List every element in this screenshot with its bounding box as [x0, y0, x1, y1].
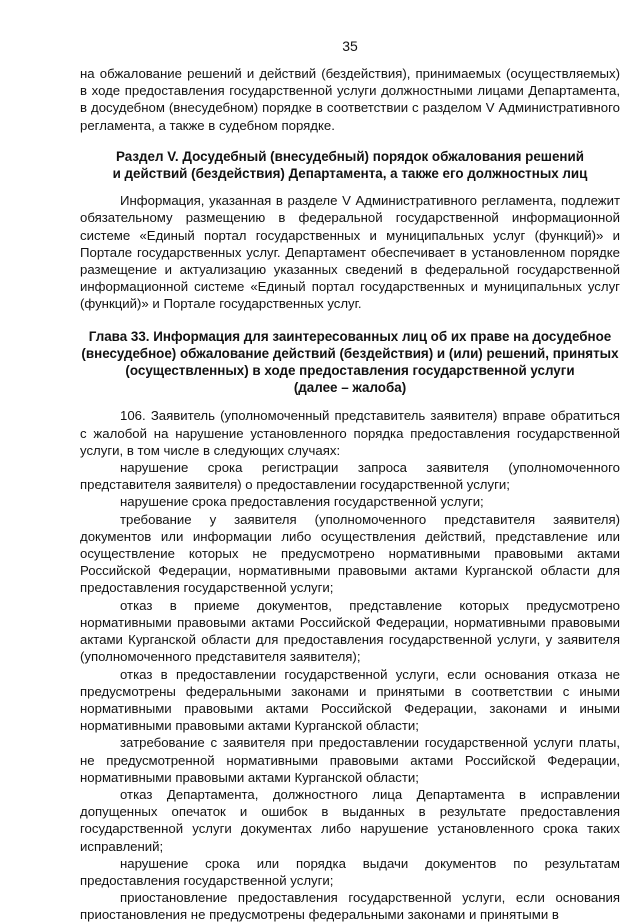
document-body	[80, 65, 620, 924]
section-v-heading-line: Раздел V. Досудебный (внесудебный) порядок обжалования решений	[116, 148, 584, 164]
complaint-case: отказ Департамента, должностного лица Департамента в исправлении допущенных опечаток и ошибок в выданных в результате предоставления государственной услуги документах либо нарушение установленного срока таких исправлений;	[80, 786, 620, 854]
complaint-case: нарушение срока или порядка выдачи документов по результатам предоставления государственной услуги;	[80, 855, 620, 888]
complaint-cases-list	[80, 459, 620, 923]
section-v-heading-line: и действий (бездействия) Департамента, а также его должностных лиц	[112, 166, 588, 182]
document-page	[80, 0, 620, 923]
complaint-case: затребование с заявителя при предоставлении государственной услуги платы, не предусмотренной нормативными правовыми актами Российской Федерации, нормативными правовыми актами Курганской области;	[80, 735, 620, 785]
section-v-paragraph: Информация, указанная в разделе V Административного регламента, подлежит обязательному размещению в федеральной государственной информационной системе «Единый портал государственных и муниципальных услуг (функций)» и Портале государственных услуг. Департамент обеспечивает в установленном порядке размещение и актуализацию указанных сведений в федеральной государственной информационной системе «Единый портал государственных и муниципальных услуг (функций)» и Портале государственных услуг.	[80, 193, 620, 312]
item-106-paragraph: 106. Заявитель (уполномоченный представитель заявителя) вправе обратиться с жалобой на нарушение установленного порядка предоставления государственной услуги, в том числе в следующих случаях:	[80, 408, 620, 458]
complaint-case: требование у заявителя (уполномоченного представителя заявителя) документов или информации либо осуществления действий, представление или осуществление которых не предусмотрено нормативными правовыми актами Российской Федерации, нормативными правовыми актами Курганской области для предоставления государственной услуги;	[80, 511, 620, 596]
complaint-case: приостановление предоставления государственной услуги, если основания приостановления не предусмотрены федеральными законами и принятыми в	[80, 890, 620, 923]
chapter-33-heading-line: (внесудебное) обжалование действий (бездействия) и (или) решений, принятых	[81, 345, 619, 361]
intro-paragraph: на обжалование решений и действий (бездействия), принимаемых (осуществляемых) в ходе предоставления государственной услуги должностными лицами Департамента, в досудебном (внесудебном) порядке в соответствии с разделом V Административного регламента, а также в судебном порядке.	[80, 66, 620, 133]
section-v-heading	[80, 148, 620, 182]
complaint-case: отказ в предоставлении государственной услуги, если основания отказа не предусмотрены федеральными законами и принятыми в соответствии с иными нормативными правовыми актами Российской Федерации, законами и иными нормативными правовыми актами Курганской области;	[80, 666, 620, 734]
complaint-case: нарушение срока регистрации запроса заявителя (уполномоченного представителя заявителя) о предоставлении государственной услуги;	[80, 460, 620, 493]
chapter-33-heading	[80, 328, 620, 397]
complaint-case: нарушение срока предоставления государственной услуги;	[120, 494, 484, 510]
chapter-33-heading-line: (осуществленных) в ходе предоставления государственной услуги	[125, 363, 575, 379]
chapter-33-heading-line: (далее – жалоба)	[293, 380, 407, 396]
chapter-33-heading-line: Глава 33. Информация для заинтересованных лиц об их праве на досудебное	[88, 328, 612, 344]
page-number: 35	[342, 38, 358, 54]
complaint-case: отказ в приеме документов, представление которых предусмотрено нормативными правовыми актами Российской Федерации, нормативными правовыми актами Курганской области для предоставления государственной услуги, у заявителя (уполномоченного представителя заявителя);	[80, 597, 620, 665]
